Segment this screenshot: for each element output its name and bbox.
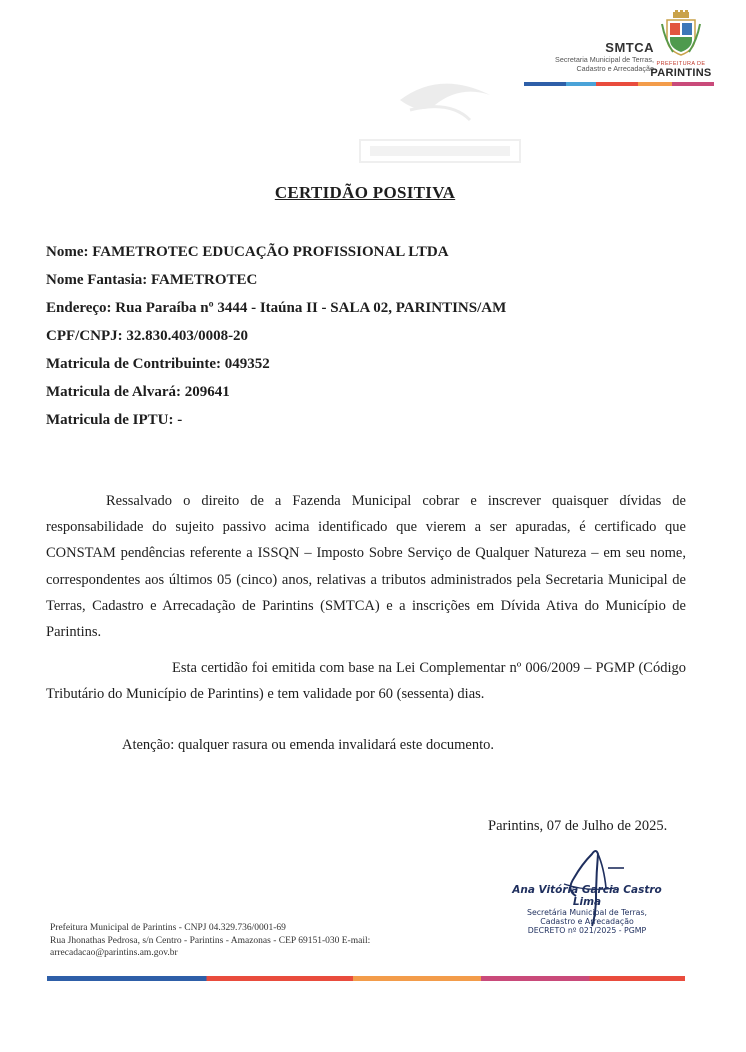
place-date: Parintins, 07 de Julho de 2025. bbox=[488, 818, 668, 834]
watermark-logo-icon bbox=[340, 70, 540, 180]
field-matricula-contribuinte: Matricula de Contribuinte: 049352 bbox=[46, 356, 270, 372]
footer-line-2: Rua Jhonathas Pedrosa, s/n Centro - Parintins - Amazonas - CEP 69151-030 E-mail: bbox=[50, 935, 371, 946]
field-nome-fantasia: Nome Fantasia: FAMETROTEC bbox=[46, 272, 258, 288]
footer-email: arrecadacao@parintins.am.gov.br bbox=[50, 948, 178, 958]
field-cpf-cnpj: CPF/CNPJ: 32.830.403/0008-20 bbox=[46, 328, 249, 344]
signatory-decree: DECRETO nº 021/2025 - PGMP bbox=[527, 926, 647, 935]
footer bbox=[50, 922, 370, 960]
footer-color-bar bbox=[47, 976, 685, 981]
attention-note: Atenção: qualquer rasura ou emenda invalidará este documento. bbox=[122, 737, 495, 753]
signatory-role-2: Cadastro e Arrecadação bbox=[540, 917, 634, 926]
prefeitura-label: PREFEITURA DE bbox=[656, 61, 706, 67]
document-title: CERTIDÃO POSITIVA bbox=[274, 183, 456, 202]
signature-block bbox=[507, 884, 667, 935]
coat-of-arms-icon bbox=[661, 10, 701, 56]
prefeitura-city: PARINTINS bbox=[650, 67, 712, 79]
prefeitura-logo bbox=[648, 10, 714, 79]
header-brand bbox=[555, 40, 654, 73]
field-nome: Nome: FAMETROTEC EDUCAÇÃO PROFISSIONAL LTDA bbox=[46, 244, 449, 260]
body-paragraph-1: Ressalvado o direito de a Fazenda Municipal cobrar e inscrever quaisquer dívidas de responsabilidade do sujeito passivo acima identificado que vierem a ser apuradas, é certificado que CONSTAM pendências referente a ISSQN – Imposto Sobre Serviço de Qualquer Natureza – em seu nome, correspondentes aos últimos 05 (cinco) anos, relativas a tributos administrados pela Secretaria Municipal de Terras, Cadastro e Arrecadação de Parintins (SMTCA) e a inscrições em Dívida Ativa do Município de Parintins. bbox=[46, 493, 686, 641]
signatory-name: Ana Vitória Garcia Castro Lima bbox=[512, 884, 662, 908]
signatory-role-1: Secretária Municipal de Terras, bbox=[527, 908, 647, 917]
brand-subtitle-1: Secretaria Municipal de Terras, bbox=[555, 55, 654, 64]
brand-subtitle-2: Cadastro e Arrecadação bbox=[576, 64, 654, 73]
brand-name: SMTCA bbox=[605, 40, 654, 55]
body-paragraph-2: Esta certidão foi emitida com base na Lei Complementar nº 006/2009 – PGMP (Código Tributário do Município de Parintins) e tem validade por 60 (sessenta) dias. bbox=[46, 660, 686, 703]
field-matricula-alvara: Matricula de Alvará: 209641 bbox=[46, 384, 230, 400]
field-endereco: Endereço: Rua Paraíba nº 3444 - Itaúna II - SALA 02, PARINTINS/AM bbox=[46, 300, 507, 316]
footer-line-1: Prefeitura Municipal de Parintins - CNPJ 04.329.736/0001-69 bbox=[50, 923, 286, 933]
header-color-bar bbox=[524, 82, 714, 86]
field-matricula-iptu: Matricula de IPTU: - bbox=[46, 412, 183, 428]
